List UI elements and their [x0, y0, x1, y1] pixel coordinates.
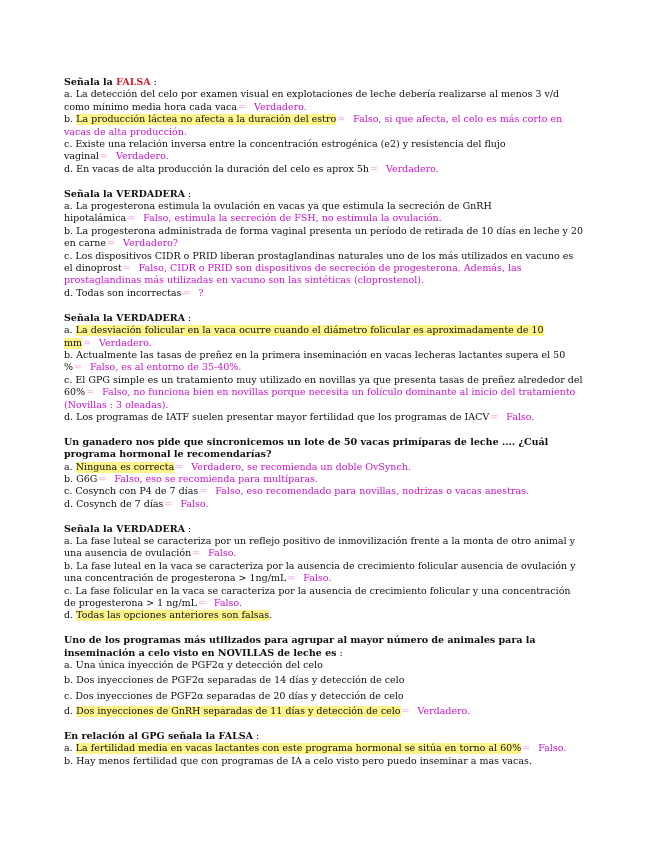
separator-mark: =	[122, 263, 131, 275]
option-text: Los programas de IATF suelen presentar mayor fertilidad que los programas de IACV	[76, 411, 490, 423]
option-text: Hay menos fertilidad que con programas de IA a celo visto pero puedo inseminar a mas vacas.	[76, 755, 532, 767]
separator-mark: =	[401, 706, 410, 718]
option-letter: d.	[64, 610, 74, 622]
option-text: La fertilidad media en vacas lactantes con este programa hormonal se sitúa en torno al 60%	[75, 743, 522, 755]
answer-option	[64, 586, 584, 611]
option-letter: d.	[64, 163, 74, 175]
answer-note: Falso.	[213, 598, 242, 609]
answer-note: Verdadero, se recomienda un doble OvSynch.	[191, 461, 411, 473]
option-text: La producción láctea no afecta a la duración del estro	[76, 114, 337, 126]
option-letter: c.	[64, 374, 73, 386]
answer-option	[64, 251, 584, 288]
separator-mark: =	[164, 498, 173, 510]
question-section	[64, 635, 584, 718]
separator-mark: =	[337, 114, 346, 126]
separator-mark: =	[99, 151, 108, 163]
option-text: Todas las opciones anteriores son falsas	[76, 610, 270, 622]
option-letter: b.	[64, 755, 74, 767]
option-text: La detección del celo por examen visual en explotaciones de leche debería realizarse al menos 3 v/d como mínimo media hora cada vaca	[64, 89, 560, 113]
separator-mark: =	[199, 486, 208, 498]
question-section	[64, 437, 584, 511]
option-letter: b.	[64, 675, 74, 687]
title-segment: :	[184, 523, 192, 535]
answer-note: Verdadero.	[115, 151, 169, 163]
separator-mark: =	[175, 461, 184, 473]
separator-mark: =	[370, 163, 378, 175]
option-text: La fase luteal en la vaca se caracteriza por la ausencia de crecimiento folicular ausencia de ovulación y una concentración de progesterona > 1ng/mL	[64, 560, 576, 585]
option-letter: c.	[64, 250, 73, 262]
option-letter: a.	[64, 535, 73, 547]
option-text: La fase folicular en la vaca se caracteriza por la ausencia de crecimiento folicular y una concentración de progesterona > 1 ng/mL	[64, 585, 571, 609]
option-letter: a.	[64, 201, 73, 213]
option-text: Existe una relación inversa entre la concentración estrogénica (e2) y resistencia del flujo vaginal	[64, 139, 506, 163]
answer-note: Falso.	[538, 743, 567, 755]
answer-note: Falso, si que afecta, el celo es más corto en vacas de alta producción.	[64, 114, 563, 138]
answer-note: Verdadero?	[123, 238, 178, 250]
option-letter: d.	[64, 498, 74, 510]
separator-mark: =	[107, 238, 115, 250]
answer-note: Falso.	[506, 411, 535, 423]
answer-note: Verdadero.	[99, 337, 152, 349]
option-tail: .	[269, 610, 273, 622]
answer-option	[64, 486, 584, 498]
answer-option	[64, 474, 584, 486]
answer-option	[64, 164, 584, 176]
separator-mark: =	[182, 287, 191, 299]
answer-note: Falso.	[303, 573, 332, 585]
option-text: Dos inyecciones de PGF2α separadas de 14 días y detección de celo	[76, 675, 405, 687]
option-letter: c.	[64, 139, 73, 151]
separator-mark: =	[197, 598, 206, 609]
option-text: La desviación folicular en la vaca ocurre cuando el diámetro folicular es aproximadamente de 10 mm	[64, 325, 544, 349]
separator-mark: =	[522, 743, 531, 755]
question-section	[64, 524, 584, 623]
option-text: Cosynch de 7 días	[76, 498, 164, 510]
answer-note: Verdadero.	[253, 101, 307, 113]
answer-note: Falso, es al entorno de 35-40%.	[90, 362, 242, 374]
separator-mark: =	[74, 362, 82, 374]
answer-option	[64, 536, 584, 561]
option-letter: b.	[64, 473, 74, 485]
separator-mark: =	[192, 548, 201, 560]
document-page	[64, 77, 584, 781]
answer-note: Falso, no funciona bien en novillas porque necesita un folículo dominante al inicio del tratamiento (Novillas : 3 oleadas).	[64, 387, 576, 411]
separator-mark: =	[287, 573, 296, 585]
option-text: Cosynch con P4 de 7 días	[75, 486, 199, 498]
question-section	[64, 313, 584, 425]
option-text: Actualmente las tasas de preñez en la primera inseminación en vacas lecheras lactantes supera el 50 %	[64, 349, 566, 374]
question-title	[64, 77, 584, 89]
option-text: En vacas de alta producción la duración del celo es aprox 5h	[76, 163, 370, 175]
option-text: Una única inyección de PGF2α y detección del celo	[75, 660, 323, 672]
option-letter: b.	[64, 114, 74, 126]
option-letter: c.	[64, 486, 73, 498]
title-segment: :	[336, 647, 343, 659]
option-letter: a.	[64, 89, 73, 101]
option-letter: d.	[64, 706, 74, 718]
answer-option	[64, 743, 584, 755]
answer-option	[64, 375, 584, 412]
question-title	[64, 313, 584, 325]
answer-option	[64, 89, 584, 114]
title-segment: :	[184, 312, 192, 324]
option-letter: a.	[64, 461, 73, 473]
option-text: Todas son incorrectas	[76, 287, 182, 299]
answer-option	[64, 660, 584, 672]
answer-note: Falso, eso se recomienda para multíparas.	[114, 473, 318, 485]
answer-option	[64, 226, 584, 251]
answer-option	[64, 561, 584, 586]
separator-mark: =	[127, 213, 136, 225]
answer-option	[64, 675, 584, 687]
option-letter: d.	[64, 411, 74, 423]
answer-note: Falso, eso recomendado para novillas, nodrizas o vacas anestras.	[215, 486, 530, 498]
answer-option	[64, 706, 584, 718]
separator-mark: =	[490, 411, 499, 423]
title-segment: Señala la VERDADERA	[64, 312, 185, 324]
answer-note: Falso.	[208, 548, 237, 560]
title-segment: Uno de los programas más utilizados para agrupar al mayor número de animales para la inseminación a celo visto en NOVILLAS de leche es	[64, 635, 536, 659]
answer-option	[64, 756, 584, 768]
option-text: Los dispositivos CIDR o PRID liberan prostaglandinas naturales uno de los más utilizados en vacuno es el dinoprost	[64, 250, 574, 275]
title-segment: Señala la VERDADERA	[64, 188, 185, 200]
question-section	[64, 77, 584, 176]
title-segment: :	[253, 731, 260, 743]
question-title	[64, 635, 584, 660]
title-segment: En relación al GPG señala la FALSA	[64, 731, 254, 743]
option-letter: b.	[64, 349, 74, 361]
option-letter: c.	[64, 585, 73, 597]
title-segment: :	[150, 77, 157, 88]
title-segment: FALSA	[116, 77, 151, 88]
separator-mark: =	[83, 337, 91, 349]
answer-option	[64, 499, 584, 511]
title-segment: :	[184, 188, 192, 200]
answer-option	[64, 139, 584, 164]
option-text: La fase luteal se caracteriza por un reflejo positivo de inmovilización frente a la monta de otro animal y una ausencia de ovulación	[64, 535, 576, 560]
option-letter: d.	[64, 287, 74, 299]
answer-note: Falso.	[180, 498, 209, 510]
answer-option	[64, 350, 584, 375]
answer-option	[64, 201, 584, 226]
answer-note: ?	[198, 287, 204, 299]
question-title	[64, 189, 584, 201]
separator-mark: =	[86, 387, 95, 399]
question-title	[64, 731, 584, 743]
question-section	[64, 189, 584, 301]
answer-option	[64, 412, 584, 424]
option-letter: a.	[64, 743, 73, 755]
title-segment: Señala la VERDADERA	[64, 523, 185, 535]
question-section	[64, 731, 584, 768]
answer-option	[64, 114, 584, 139]
option-text: Ninguna es correcta	[75, 461, 175, 473]
option-text: La progesterona estimula la ovulación en vacas ya que estimula la secreción de GnRH hipotalámica	[64, 201, 492, 225]
answer-note: Falso, CIDR o PRID son dispositivos de secreción de progesterona. Además, las prostaglandinas más utilizadas en vacuno son las sintéticas (cloprostenol).	[64, 263, 522, 287]
question-title	[64, 524, 584, 536]
separator-mark: =	[238, 101, 246, 113]
option-letter: b.	[64, 560, 74, 572]
option-letter: b.	[64, 225, 74, 237]
answer-option	[64, 691, 584, 703]
separator-mark: =	[98, 473, 107, 485]
title-segment: Señala la	[64, 77, 117, 88]
answer-note: Verdadero.	[417, 706, 471, 718]
option-letter: a.	[64, 660, 73, 672]
option-text: Dos inyecciones de PGF2α separadas de 20 días y detección de celo	[75, 690, 404, 702]
answer-note: Falso, estimula la secreción de FSH, no estimula la ovulación.	[143, 213, 442, 225]
option-text: Dos inyecciones de GnRH separadas de 11 días y detección de celo	[76, 706, 401, 718]
question-title	[64, 437, 584, 462]
option-text: La progesterona administrada de forma vaginal presenta un período de retirada de 10 días en leche y 20 en carne	[64, 225, 583, 250]
answer-option	[64, 325, 584, 350]
answer-option	[64, 462, 584, 474]
option-text: El GPG simple es un tratamiento muy utilizado en novillas ya que presenta tasas de preñez alrededor del 60%	[64, 374, 583, 399]
answer-note: Verdadero.	[386, 163, 439, 175]
title-segment: Un ganadero nos pide que sincronicemos un lote de 50 vacas primíparas de leche .... ¿Cuál programa hormonal le recomendarías?	[64, 436, 549, 461]
option-letter: a.	[64, 325, 73, 337]
answer-option	[64, 610, 584, 622]
answer-option	[64, 288, 584, 300]
option-letter: c.	[64, 690, 73, 702]
option-text: G6G	[76, 473, 98, 485]
